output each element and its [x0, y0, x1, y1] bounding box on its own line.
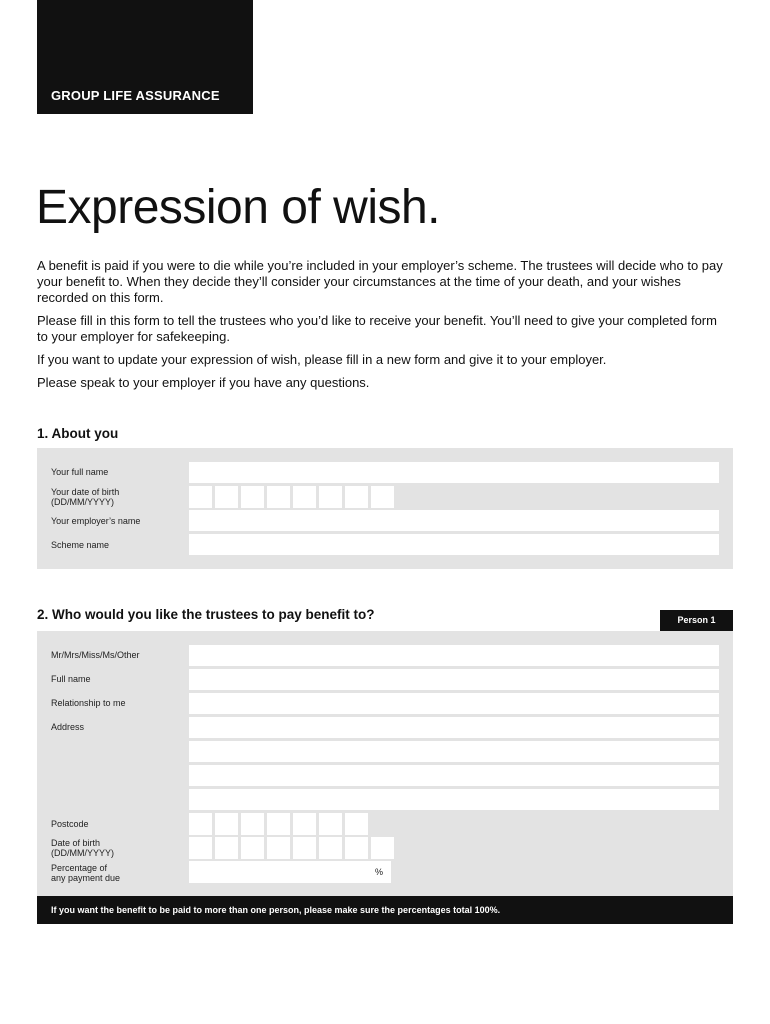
dob-label	[51, 487, 119, 507]
address-label: Address	[51, 722, 85, 732]
person-1-tab[interactable]: Person 1	[660, 610, 733, 631]
employer-name-input[interactable]	[189, 510, 719, 531]
percentage-label-line1: Percentage of	[51, 863, 108, 873]
dob-digit-box[interactable]	[189, 486, 212, 508]
dob-digit-box[interactable]	[371, 837, 394, 859]
relationship-label: Relationship to me	[51, 698, 126, 708]
page-title: Expression of wish.	[36, 181, 441, 234]
postcode-char-box[interactable]	[345, 813, 368, 835]
percent-sign: %	[375, 867, 384, 877]
dob-digit-box[interactable]	[241, 837, 264, 859]
percentage-note: If you want the benefit to be paid to more than one person, please make sure the percentages total 100%.	[37, 896, 733, 924]
scheme-name-input[interactable]	[189, 534, 719, 555]
intro-text	[37, 258, 727, 398]
dob-digit-box[interactable]	[293, 837, 316, 859]
full-name-label: Your full name	[51, 467, 109, 477]
relationship-input[interactable]	[189, 693, 719, 714]
beneficiary-full-name-input[interactable]	[189, 669, 719, 690]
address-line-input[interactable]	[189, 717, 719, 738]
beneficiary-dob-label-line2: (DD/MM/YYYY)	[51, 848, 114, 858]
dob-digit-box[interactable]	[215, 486, 238, 508]
beneficiary-panel	[37, 631, 733, 896]
address-line-input[interactable]	[189, 741, 719, 762]
postcode-char-box[interactable]	[215, 813, 238, 835]
intro-paragraph: If you want to update your expression of wish, please fill in a new form and give it to your employer.	[37, 352, 607, 367]
postcode-char-box[interactable]	[319, 813, 342, 835]
dob-digit-box[interactable]	[319, 837, 342, 859]
dob-digit-box[interactable]	[345, 486, 368, 508]
dob-digit-box[interactable]	[215, 837, 238, 859]
dob-digit-box[interactable]	[241, 486, 264, 508]
dob-digit-box[interactable]	[345, 837, 368, 859]
dob-digit-box[interactable]	[319, 486, 342, 508]
postcode-char-box[interactable]	[267, 813, 290, 835]
dob-label-line2: (DD/MM/YYYY)	[51, 497, 114, 507]
postcode-char-box[interactable]	[293, 813, 316, 835]
dob-digit-box[interactable]	[371, 486, 394, 508]
full-name-input[interactable]	[189, 462, 719, 483]
postcode-char-box[interactable]	[189, 813, 212, 835]
header-banner	[37, 0, 253, 114]
percentage-label-line2: any payment due	[51, 873, 121, 883]
percentage-input[interactable]	[189, 861, 391, 883]
title-input[interactable]	[189, 645, 719, 666]
banner-text: GROUP LIFE ASSURANCE	[51, 88, 220, 103]
beneficiary-full-name-label: Full name	[51, 674, 91, 684]
percentage-label	[51, 863, 120, 883]
postcode-char-box[interactable]	[241, 813, 264, 835]
intro-paragraph: A benefit is paid if you were to die while you’re included in your employer’s scheme. The trustees will decide who to pay your benefit to. When they decide they’ll consider your circumstances at the time of your death, and your wishes recorded on this form.	[37, 258, 723, 305]
dob-digit-box[interactable]	[189, 837, 212, 859]
address-line-input[interactable]	[189, 765, 719, 786]
scheme-name-label: Scheme name	[51, 540, 110, 550]
beneficiary-dob-label-line1: Date of birth	[51, 838, 101, 848]
postcode-label: Postcode	[51, 819, 89, 829]
section-1-heading: 1. About you	[37, 426, 119, 441]
title-label: Mr/Mrs/Miss/Ms/Other	[51, 650, 140, 660]
intro-paragraph: Please speak to your employer if you have any questions.	[37, 375, 370, 390]
intro-paragraph: Please fill in this form to tell the trustees who you’d like to receive your benefit. You’ll need to give your completed form to your employer for safekeeping.	[37, 313, 717, 344]
dob-label-line1: Your date of birth	[51, 487, 120, 497]
dob-digit-box[interactable]	[267, 837, 290, 859]
dob-digit-box[interactable]	[267, 486, 290, 508]
employer-name-label: Your employer’s name	[51, 516, 141, 526]
section-2-heading: 2. Who would you like the trustees to pay benefit to?	[37, 607, 375, 622]
dob-digit-box[interactable]	[293, 486, 316, 508]
address-line-input[interactable]	[189, 789, 719, 810]
beneficiary-dob-label	[51, 838, 114, 858]
about-you-panel	[37, 448, 733, 569]
